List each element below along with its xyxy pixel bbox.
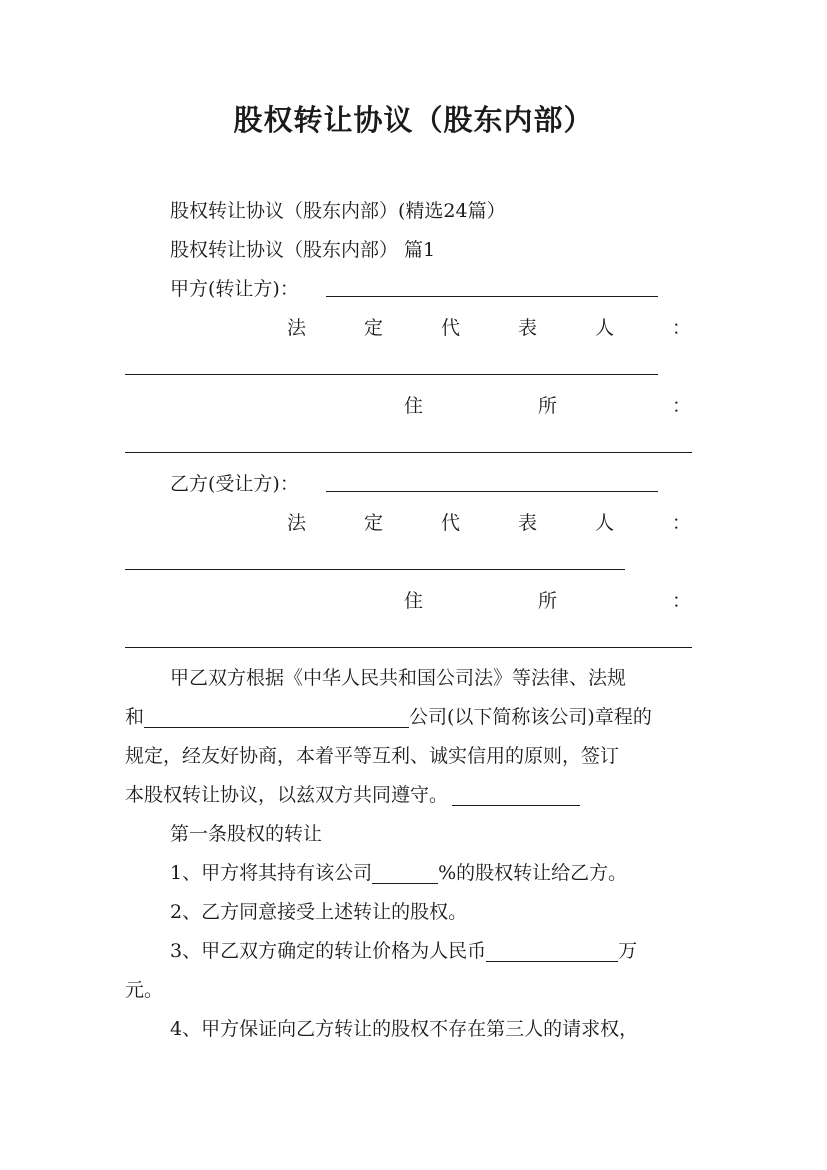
char: ： <box>671 317 691 339</box>
text: 万 <box>618 940 638 962</box>
char: 法 <box>287 512 307 534</box>
party-a-legal-rep-label <box>287 313 691 343</box>
party-b-address-label <box>404 586 691 616</box>
char: ： <box>671 590 691 612</box>
clause-3-cont: 元。 <box>125 979 164 1001</box>
char: 表 <box>517 512 537 534</box>
char: 所 <box>537 395 557 417</box>
price-blank <box>486 937 618 962</box>
text: 和 <box>125 706 145 728</box>
party-b-blank <box>326 491 658 492</box>
percent-blank <box>372 859 438 884</box>
party-a-address-blank <box>125 452 692 453</box>
party-a-legal-rep-blank <box>125 374 658 375</box>
paragraph-line: 甲乙双方根据《中华人民共和国公司法》等法律、法规 <box>170 667 627 689</box>
text: %的股权转让给乙方。 <box>438 862 628 884</box>
char: 所 <box>537 590 557 612</box>
char: 住 <box>404 590 424 612</box>
party-b-legal-rep-label <box>287 508 691 538</box>
char: 法 <box>287 317 307 339</box>
char: 人 <box>594 512 614 534</box>
party-a-address-label <box>404 391 691 421</box>
text: 3、甲乙双方确定的转让价格为人民币 <box>170 940 487 962</box>
paragraph-line <box>125 780 580 810</box>
party-b-legal-rep-blank <box>125 569 625 570</box>
clause-2: 2、乙方同意接受上述转让的股权。 <box>170 901 468 923</box>
end-blank <box>452 781 580 806</box>
clause-3 <box>170 936 637 966</box>
document-title: 股权转让协议（股东内部） <box>233 103 594 137</box>
subtitle: 股权转让协议（股东内部）(精选24篇） <box>170 200 506 222</box>
char: 代 <box>440 317 460 339</box>
party-b-label: 乙方(受让方)： <box>170 473 299 495</box>
clause-4: 4、甲方保证向乙方转让的股权不存在第三人的请求权， <box>170 1018 639 1040</box>
char: ： <box>671 512 691 534</box>
company-blank <box>144 703 409 728</box>
char: 住 <box>404 395 424 417</box>
text: 公司(以下简称该公司)章程的 <box>409 706 652 728</box>
char: 定 <box>363 512 383 534</box>
char: 定 <box>363 317 383 339</box>
char: 表 <box>517 317 537 339</box>
text: 本股权转让协议，以兹双方共同遵守。 <box>125 784 449 806</box>
chapter-heading: 股权转让协议（股东内部） 篇1 <box>170 239 436 261</box>
paragraph-line: 规定，经友好协商，本着平等互利、诚实信用的原则，签订 <box>125 745 620 767</box>
char: 人 <box>594 317 614 339</box>
party-b-address-blank <box>125 647 692 648</box>
char: 代 <box>440 512 460 534</box>
text: 1、甲方将其持有该公司 <box>170 862 373 884</box>
char: ： <box>671 395 691 417</box>
clause-1 <box>170 858 627 888</box>
party-a-label: 甲方(转让方)： <box>170 278 299 300</box>
paragraph-line <box>125 702 652 732</box>
party-a-blank <box>326 296 658 297</box>
article-heading: 第一条股权的转让 <box>170 823 323 845</box>
